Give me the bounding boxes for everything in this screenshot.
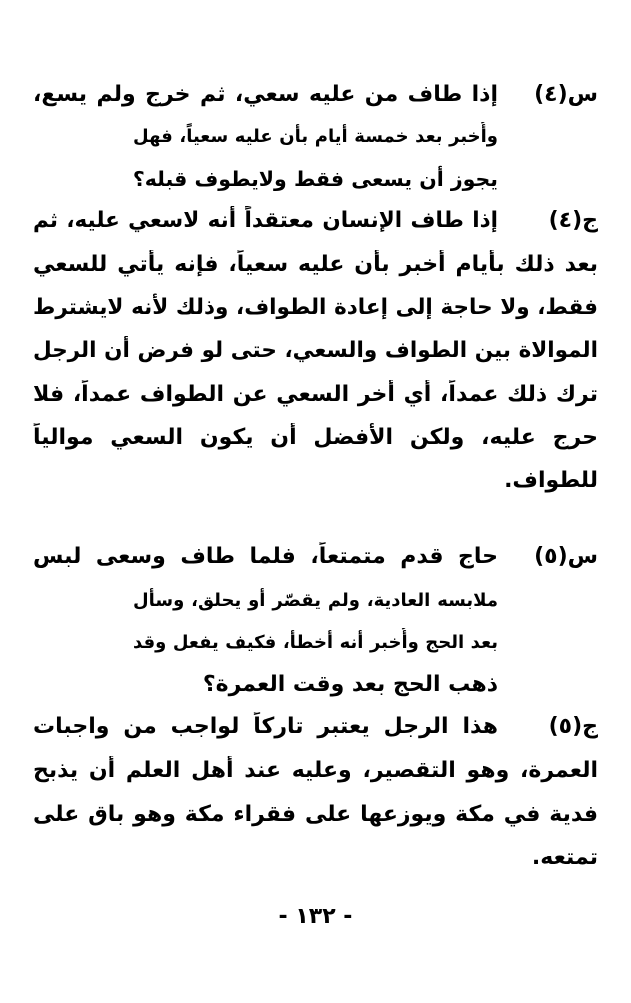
question-5-label: س(٥): [534, 544, 598, 569]
answer-4-line-1: إذا طاف الإنسان معتقداً أنه لاسعي عليه، ثم: [33, 208, 498, 233]
question-5-line-1: حاج قدم متمتعاً، فلما طاف وسعى لبس: [33, 544, 498, 569]
answer-4-line-7: للطواف.: [504, 468, 598, 493]
answer-4-line-5: ترك ذلك عمداً، أي أخر السعي عن الطواف عمداً، فلا: [33, 382, 598, 407]
answer-5-line-2: العمرة، وهو التقصير، وعليه عند أهل العلم أن يذبح: [33, 758, 598, 783]
answer-4-line-2: بعد ذلك بأيام أُخبر بأن عليه سعياً، فإنه يأتي للسعي: [33, 252, 598, 277]
answer-5-line-4: تمتعه.: [531, 845, 598, 870]
answer-4-label: ج(٤): [548, 208, 598, 233]
question-4-label: س(٤): [534, 82, 598, 107]
answer-5-line-1: هذا الرجل يعتبر تاركاً لواجب من واجبات: [33, 714, 498, 739]
question-5-line-2: ملابسه العادية، ولم يقصّر أو يحلق، وسأل: [133, 590, 498, 611]
question-5-line-4: ذهب الحج بعد وقت العمرة؟: [202, 672, 498, 697]
answer-4-line-4: الموالاة بين الطواف والسعي، حتى لو فرض أن الرجل: [33, 338, 598, 363]
answer-5-line-3: فدية في مكة ويوزعها على فقراء مكة وهو باق على: [33, 802, 598, 827]
question-4-line-1: إذا طاف من عليه سعي، ثم خرج ولم يسع،: [33, 82, 498, 107]
answer-5-label: ج(٥): [548, 714, 598, 739]
answer-4-line-6: حرج عليه، ولكن الأفضل أن يكون السعي موالياً: [33, 425, 598, 450]
question-4-line-3: يجوز أن يسعى فقط ولايطوف قبله؟: [133, 167, 498, 191]
page-number: - ١٣٢ -: [278, 904, 353, 929]
answer-4-line-3: فقط، ولا حاجة إلى إعادة الطواف، وذلك لأنه لايشترط: [33, 295, 598, 320]
question-4-line-2: وأُخبر بعد خمسة أيام بأن عليه سعياً، فهل: [133, 126, 498, 147]
question-5-line-3: بعد الحج وأُخبر أنه أخطأ، فكيف يفعل وقد: [133, 632, 498, 653]
